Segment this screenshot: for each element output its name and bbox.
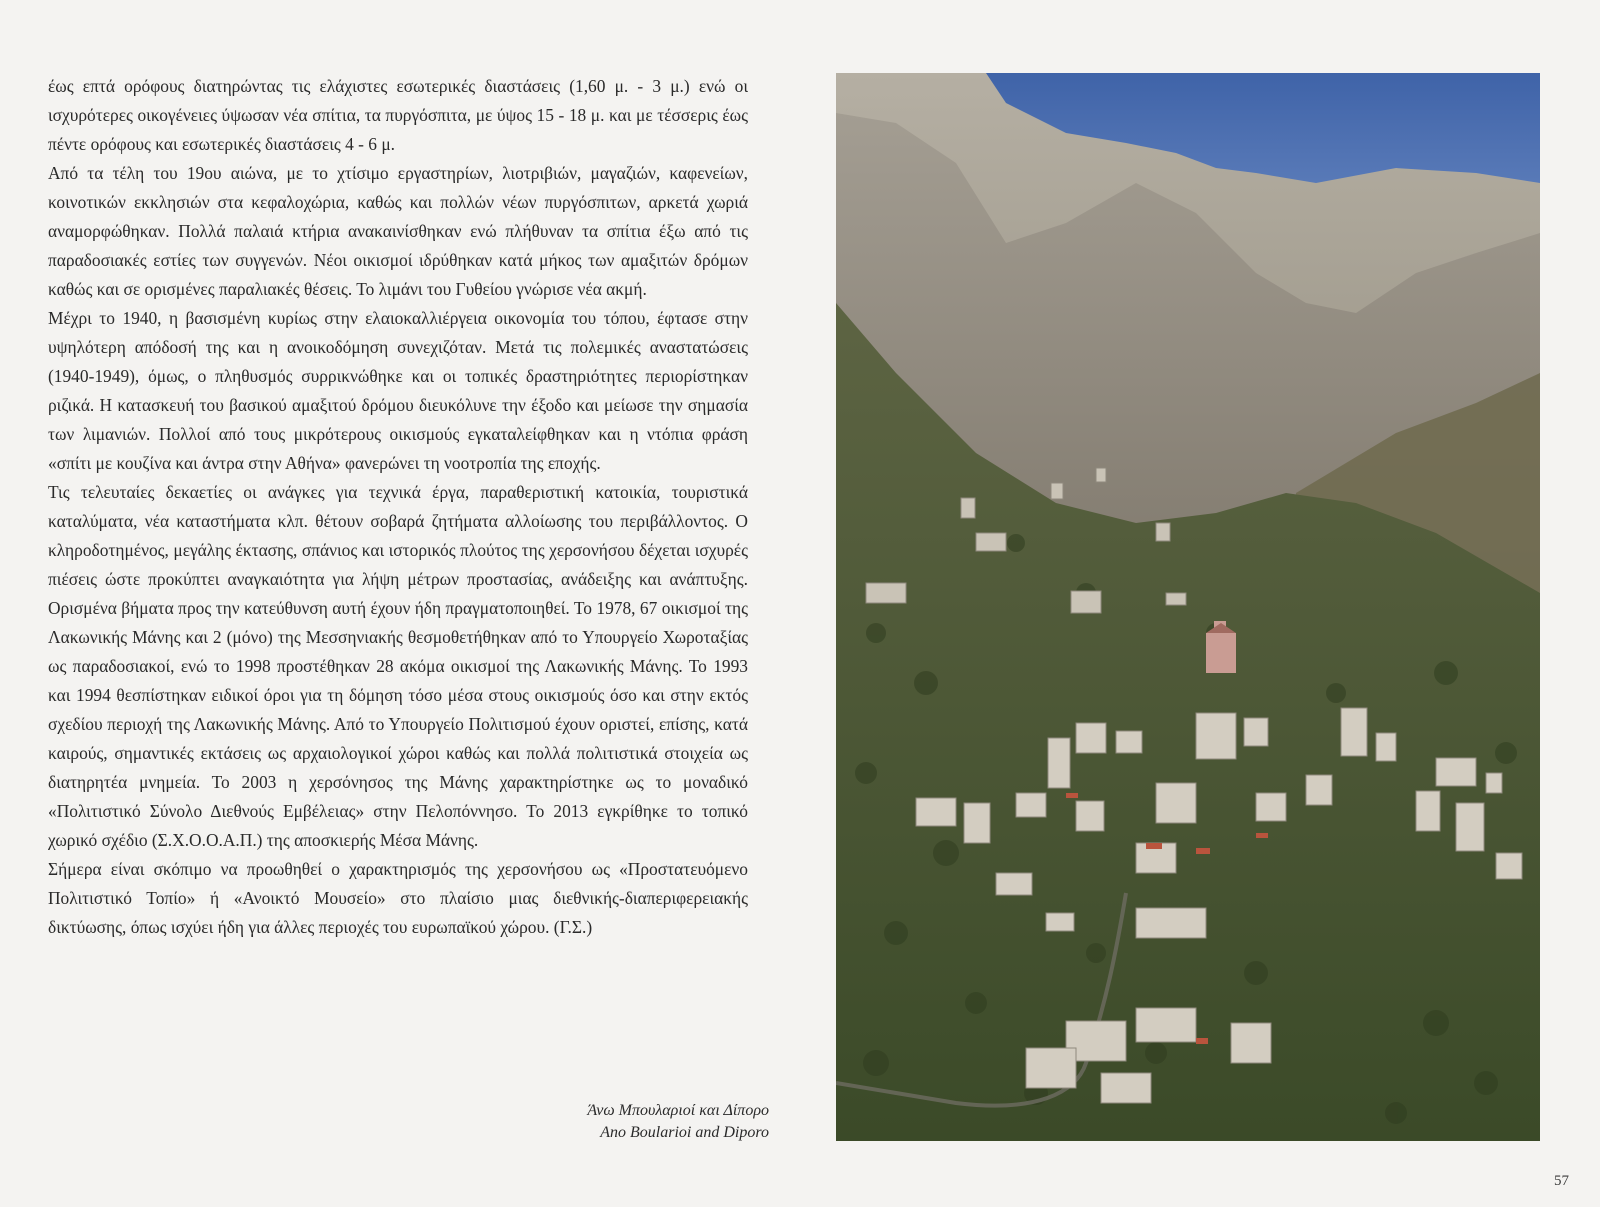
paragraph: Σήμερα είναι σκόπιμο να προωθηθεί ο χαρακτηρισμός της χερσονήσου ως «Προστατευόμενο Πολιτιστικό Τοπίο» ή «Ανοικτό Μουσείο» στο πλαίσιο μιας διεθνικής-διαπεριφερειακής δικτύωσης, όπως ισχύει ήδη για άλλες περιοχές του ευρωπαϊκού χώρου. (Γ.Σ.) bbox=[48, 859, 748, 937]
paragraph: Από τα τέλη του 19ου αιώνα, με το χτίσιμο εργαστηρίων, λιοτριβιών, μαγαζιών, καφενείων, κοινοτικών εκκλησιών στα κεφαλοχώρια, καθώς και πολλών νέων πυργόσπιτων, αρκετά χωριά αναμορφώθηκαν. Πολλά παλαιά κτήρια ανακαινίσθηκαν ενώ πλήθυναν τα σπίτια έξω από τις παραδοσιακές εστίες των συγγενών. Νέοι οικισμοί ιδρύθηκαν κατά μήκος των αμαξιτών δρόμων καθώς και σε ορισμένες παραλιακές θέσεις. Το λιμάνι του Γυθείου γνώρισε νέα ακμή. bbox=[48, 163, 748, 299]
aerial-village-photo bbox=[836, 73, 1540, 1141]
village-photo-illustration bbox=[836, 73, 1540, 1141]
paragraph: Τις τελευταίες δεκαετίες οι ανάγκες για τεχνικά έργα, παραθεριστική κατοικία, τουριστικά καταλύματα, νέα καταστήματα κλπ. θέτουν σοβαρά ζητήματα αλλοίωσης του περιβάλλοντος. Ο κληροδοτημένος, μεγάλης έκτασης, σπάνιος και ιστορικός πλούτος της χερσονήσου δέχεται ισχυρές πιέσεις ώστε προκύπτει αναγκαιότητα για λήψη μέτρων προστασίας, ανάδειξης και ανάπτυξης. Ορισμένα βήματα προς την κατεύθυνση αυτή έχουν ήδη πραγματοποιηθεί. Το 1978, 67 οικισμοί της Λακωνικής Μάνης και 2 (μόνο) της Μεσσηνιακής θεσμοθετήθηκαν από το Υπουργείο Χωροταξίας ως παραδοσιακοί, ενώ το 1998 προστέθηκαν 28 ακόμα οικισμοί της Λακωνικής Μάνης. Το 1993 και 1994 θεσπίστηκαν ειδικοί όροι για τη δόμηση τόσο μέσα στους οικισμούς όσο και στην εκτός σχεδίου περιοχή της Λακωνικής Μάνης. Από το Υπουργείο Πολιτισμού έχουν οριστεί, επίσης, κατά καιρούς, σημαντικές εκτάσεις ως αρχαιολογικοί χώροι καθώς και πολλά πολιτιστικά στοιχεία ως διατηρητέα μνημεία. Το 2003 η χερσόνησος της Μάνης χαρακτηρίστηκε ως το μοναδικό «Πολιτιστικό Σύνολο Διεθνούς Εμβέλειας» στην Πελοπόννησο. Το 2013 εγκρίθηκε το τοπικό χωρικό σχέδιο (Σ.Χ.Ο.Ο.Α.Π.) της αποσκιερής Μέσα Μάνης. bbox=[48, 482, 748, 850]
paragraph: Μέχρι το 1940, η βασισμένη κυρίως στην ελαιοκαλλιέργεια οικονομία του τόπου, έφτασε στην υψηλότερη απόδοσή της και η ανοικοδόμηση συνεχιζόταν. Μετά τις πολεμικές αναστατώσεις (1940-1949), όμως, ο πληθυσμός συρρικνώθηκε και οι τοπικές δραστηριότητες περιορίστηκαν ριζικά. Η κατασκευή του βασικού αμαξιτού δρόμου διευκόλυνε την έξοδο και μείωσε την σημασία των λιμανιών. Πολλοί από τους μικρότερους οικισμούς εγκαταλείφθηκαν και η ντόπια φράση «σπίτι με κουζίνα και άντρα στην Αθήνα» φανερώνει τη νοοτροπία της εποχής. bbox=[48, 308, 748, 473]
paragraph: έως επτά ορόφους διατηρώντας τις ελάχιστες εσωτερικές διαστάσεις (1,60 μ. - 3 μ.) ενώ οι ισχυρότερες οικογένειες ύψωσαν νέα σπίτια, τα πυργόσπιτα, με ύψος 15 - 18 μ. και με τέσσερις έως πέντε ορόφους και εσωτερικές διαστάσεις 4 - 6 μ. bbox=[48, 76, 748, 154]
caption-english: Ano Boularioi and Diporo bbox=[600, 1124, 769, 1141]
page-number: 57 bbox=[1554, 1173, 1569, 1189]
photo-caption bbox=[587, 1100, 769, 1144]
body-text bbox=[48, 72, 748, 942]
caption-greek: Άνω Μπουλαριοί και Δίπορο bbox=[587, 1102, 769, 1119]
